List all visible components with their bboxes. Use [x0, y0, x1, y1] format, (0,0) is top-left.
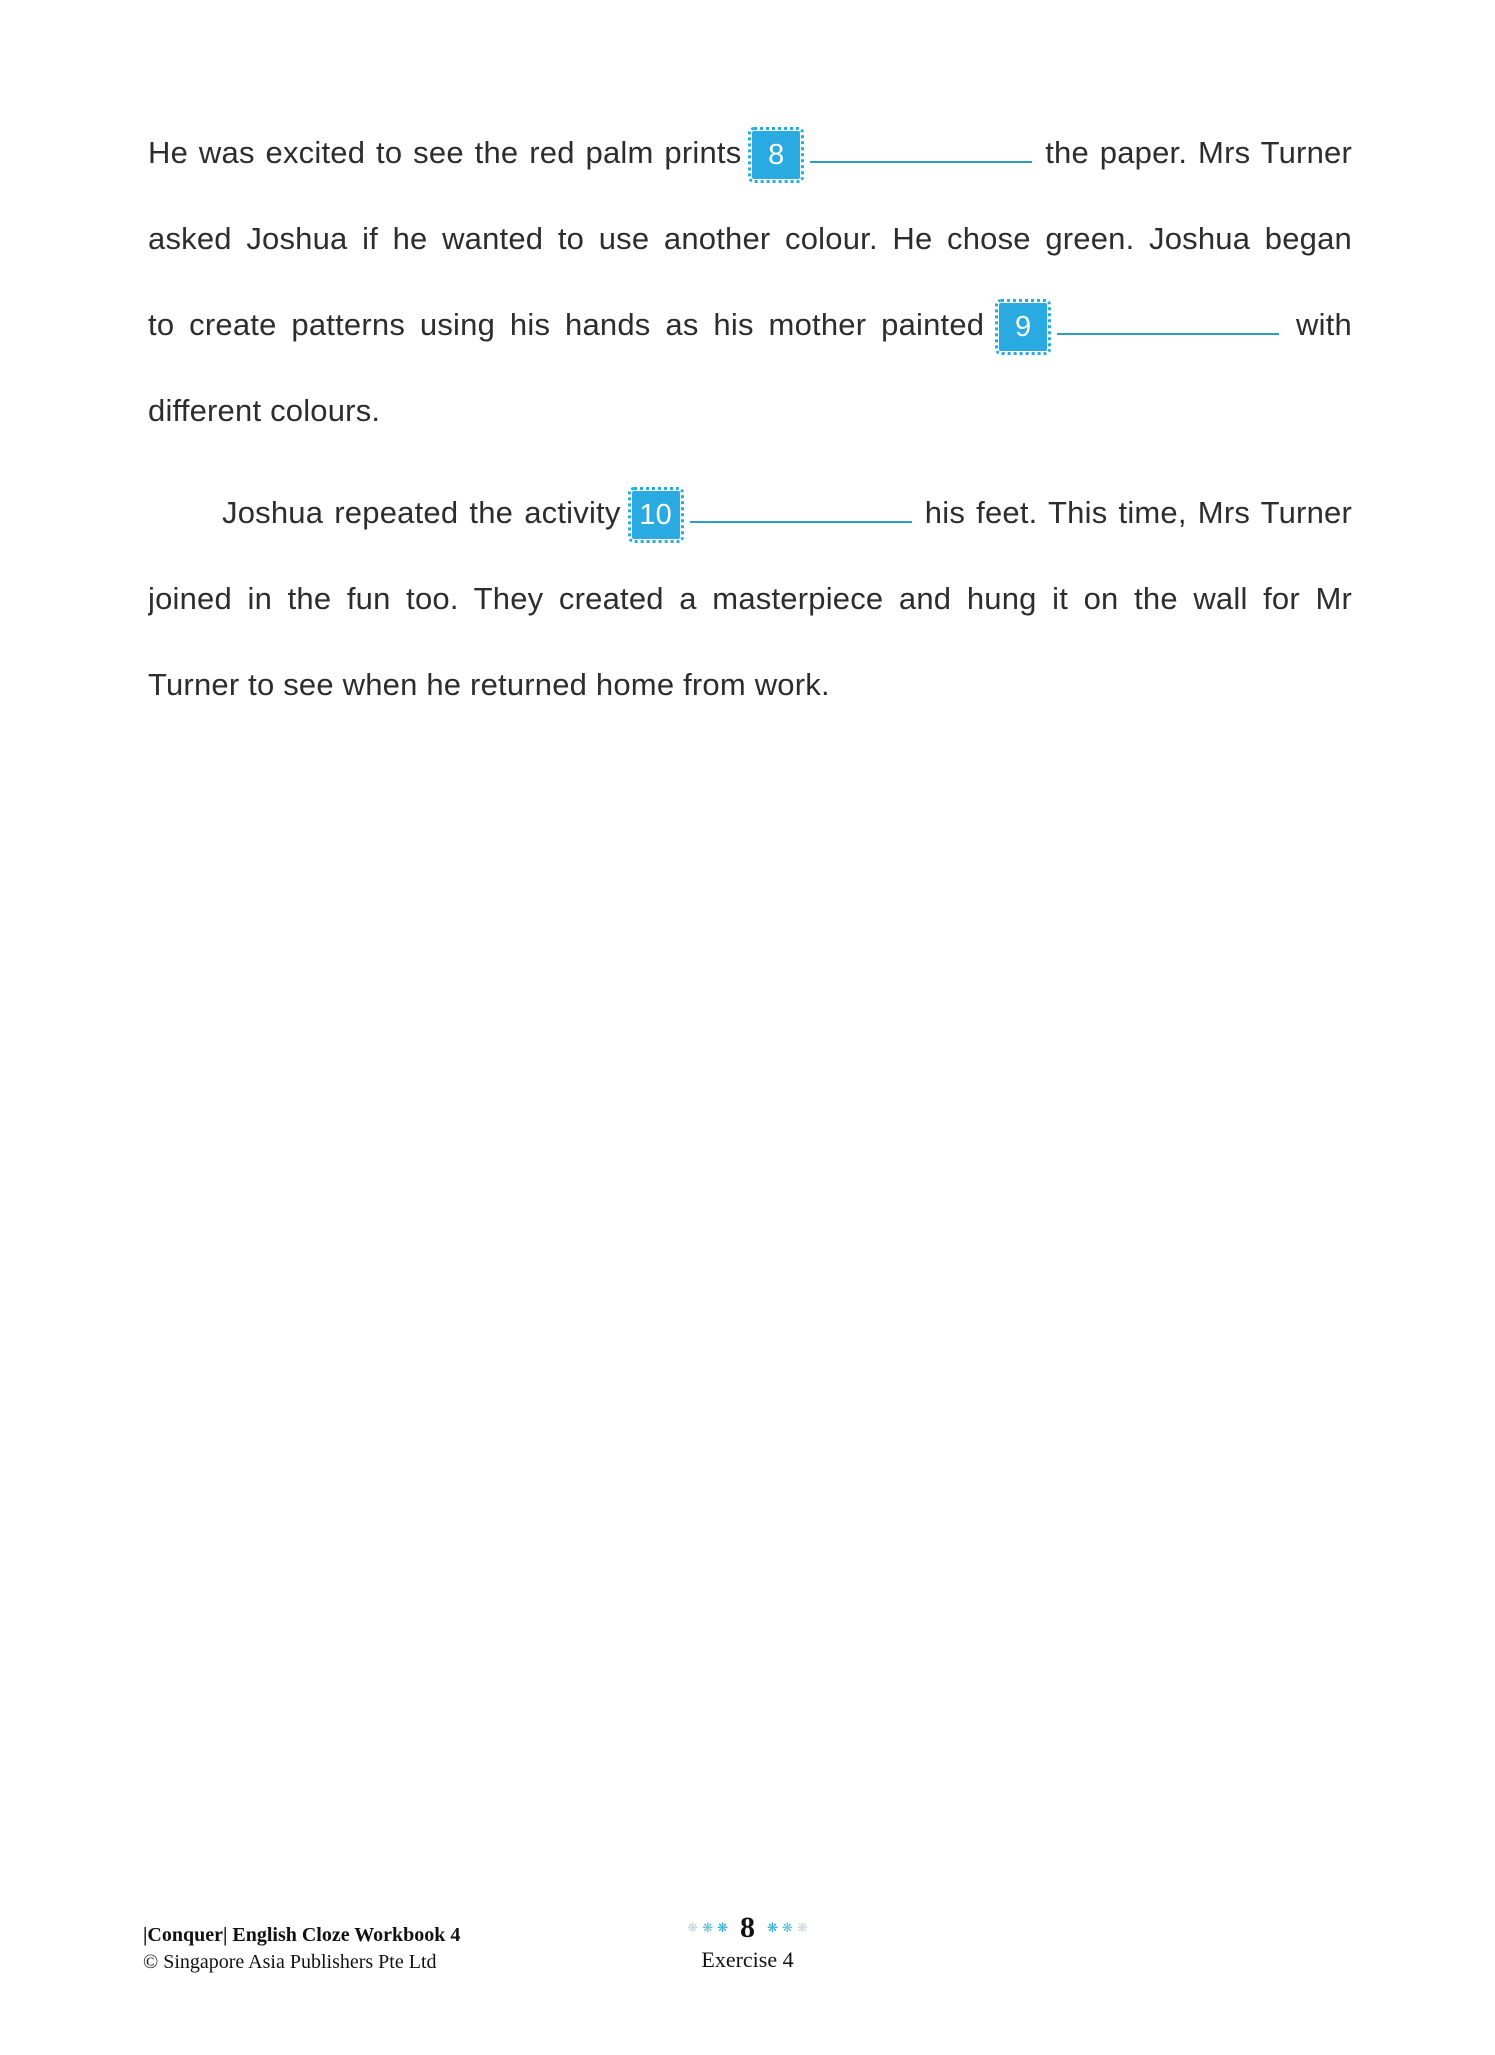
exercise-label: Exercise 4: [701, 1947, 794, 1973]
line-text: to create patterns using his hands as his mother painted: [148, 307, 985, 342]
text-line: [148, 470, 1352, 556]
page-number-row: [0, 1910, 1495, 1946]
line-text: different colours.: [148, 393, 381, 428]
page-footer-center: [0, 1910, 1495, 1973]
ornament-icon: ❋: [702, 1920, 714, 1936]
line-text: joined in the fun too. They created a masterpiece and hung it on the wall for Mr: [148, 581, 1352, 616]
text-line: [148, 282, 1352, 368]
ornament-icon: ❋: [796, 1920, 808, 1936]
text-line: [148, 196, 1352, 282]
text-line: [148, 368, 1352, 454]
answer-blank-8: [810, 159, 1032, 163]
ornament-icon: ❋: [687, 1920, 699, 1936]
text-line: [148, 556, 1352, 642]
page-number: 8: [740, 1911, 755, 1945]
line-text: He was excited to see the red palm prints: [148, 135, 742, 170]
paragraph-2: [148, 470, 1352, 728]
paragraph-1: [148, 110, 1352, 454]
line-text: Turner to see when he returned home from work.: [148, 667, 830, 702]
copyright-notice: © Singapore Asia Publishers Pte Ltd: [143, 1951, 437, 1973]
ornament-icon: ❋: [781, 1920, 793, 1936]
line-text: the paper. Mrs Turner: [1045, 135, 1352, 170]
book-title: |Conquer| English Cloze Workbook 4: [143, 1924, 461, 1946]
cloze-passage: [148, 110, 1352, 728]
text-line: [148, 110, 1352, 196]
ornament-icon: ❋: [767, 1920, 778, 1936]
cloze-number-badge-10: 10: [632, 491, 680, 539]
ornament-icon: ❋: [717, 1920, 728, 1936]
answer-blank-10: [690, 519, 912, 523]
text-line: [148, 642, 1352, 728]
line-text: Joshua repeated the activity: [222, 495, 621, 530]
line-text: his feet. This time, Mrs Turner: [924, 495, 1352, 530]
answer-blank-9: [1057, 331, 1279, 335]
line-text: with: [1296, 307, 1352, 342]
cloze-number-badge-9: 9: [999, 303, 1047, 351]
cloze-number-badge-8: 8: [752, 131, 800, 179]
line-text: asked Joshua if he wanted to use another colour. He chose green. Joshua began: [148, 221, 1352, 256]
